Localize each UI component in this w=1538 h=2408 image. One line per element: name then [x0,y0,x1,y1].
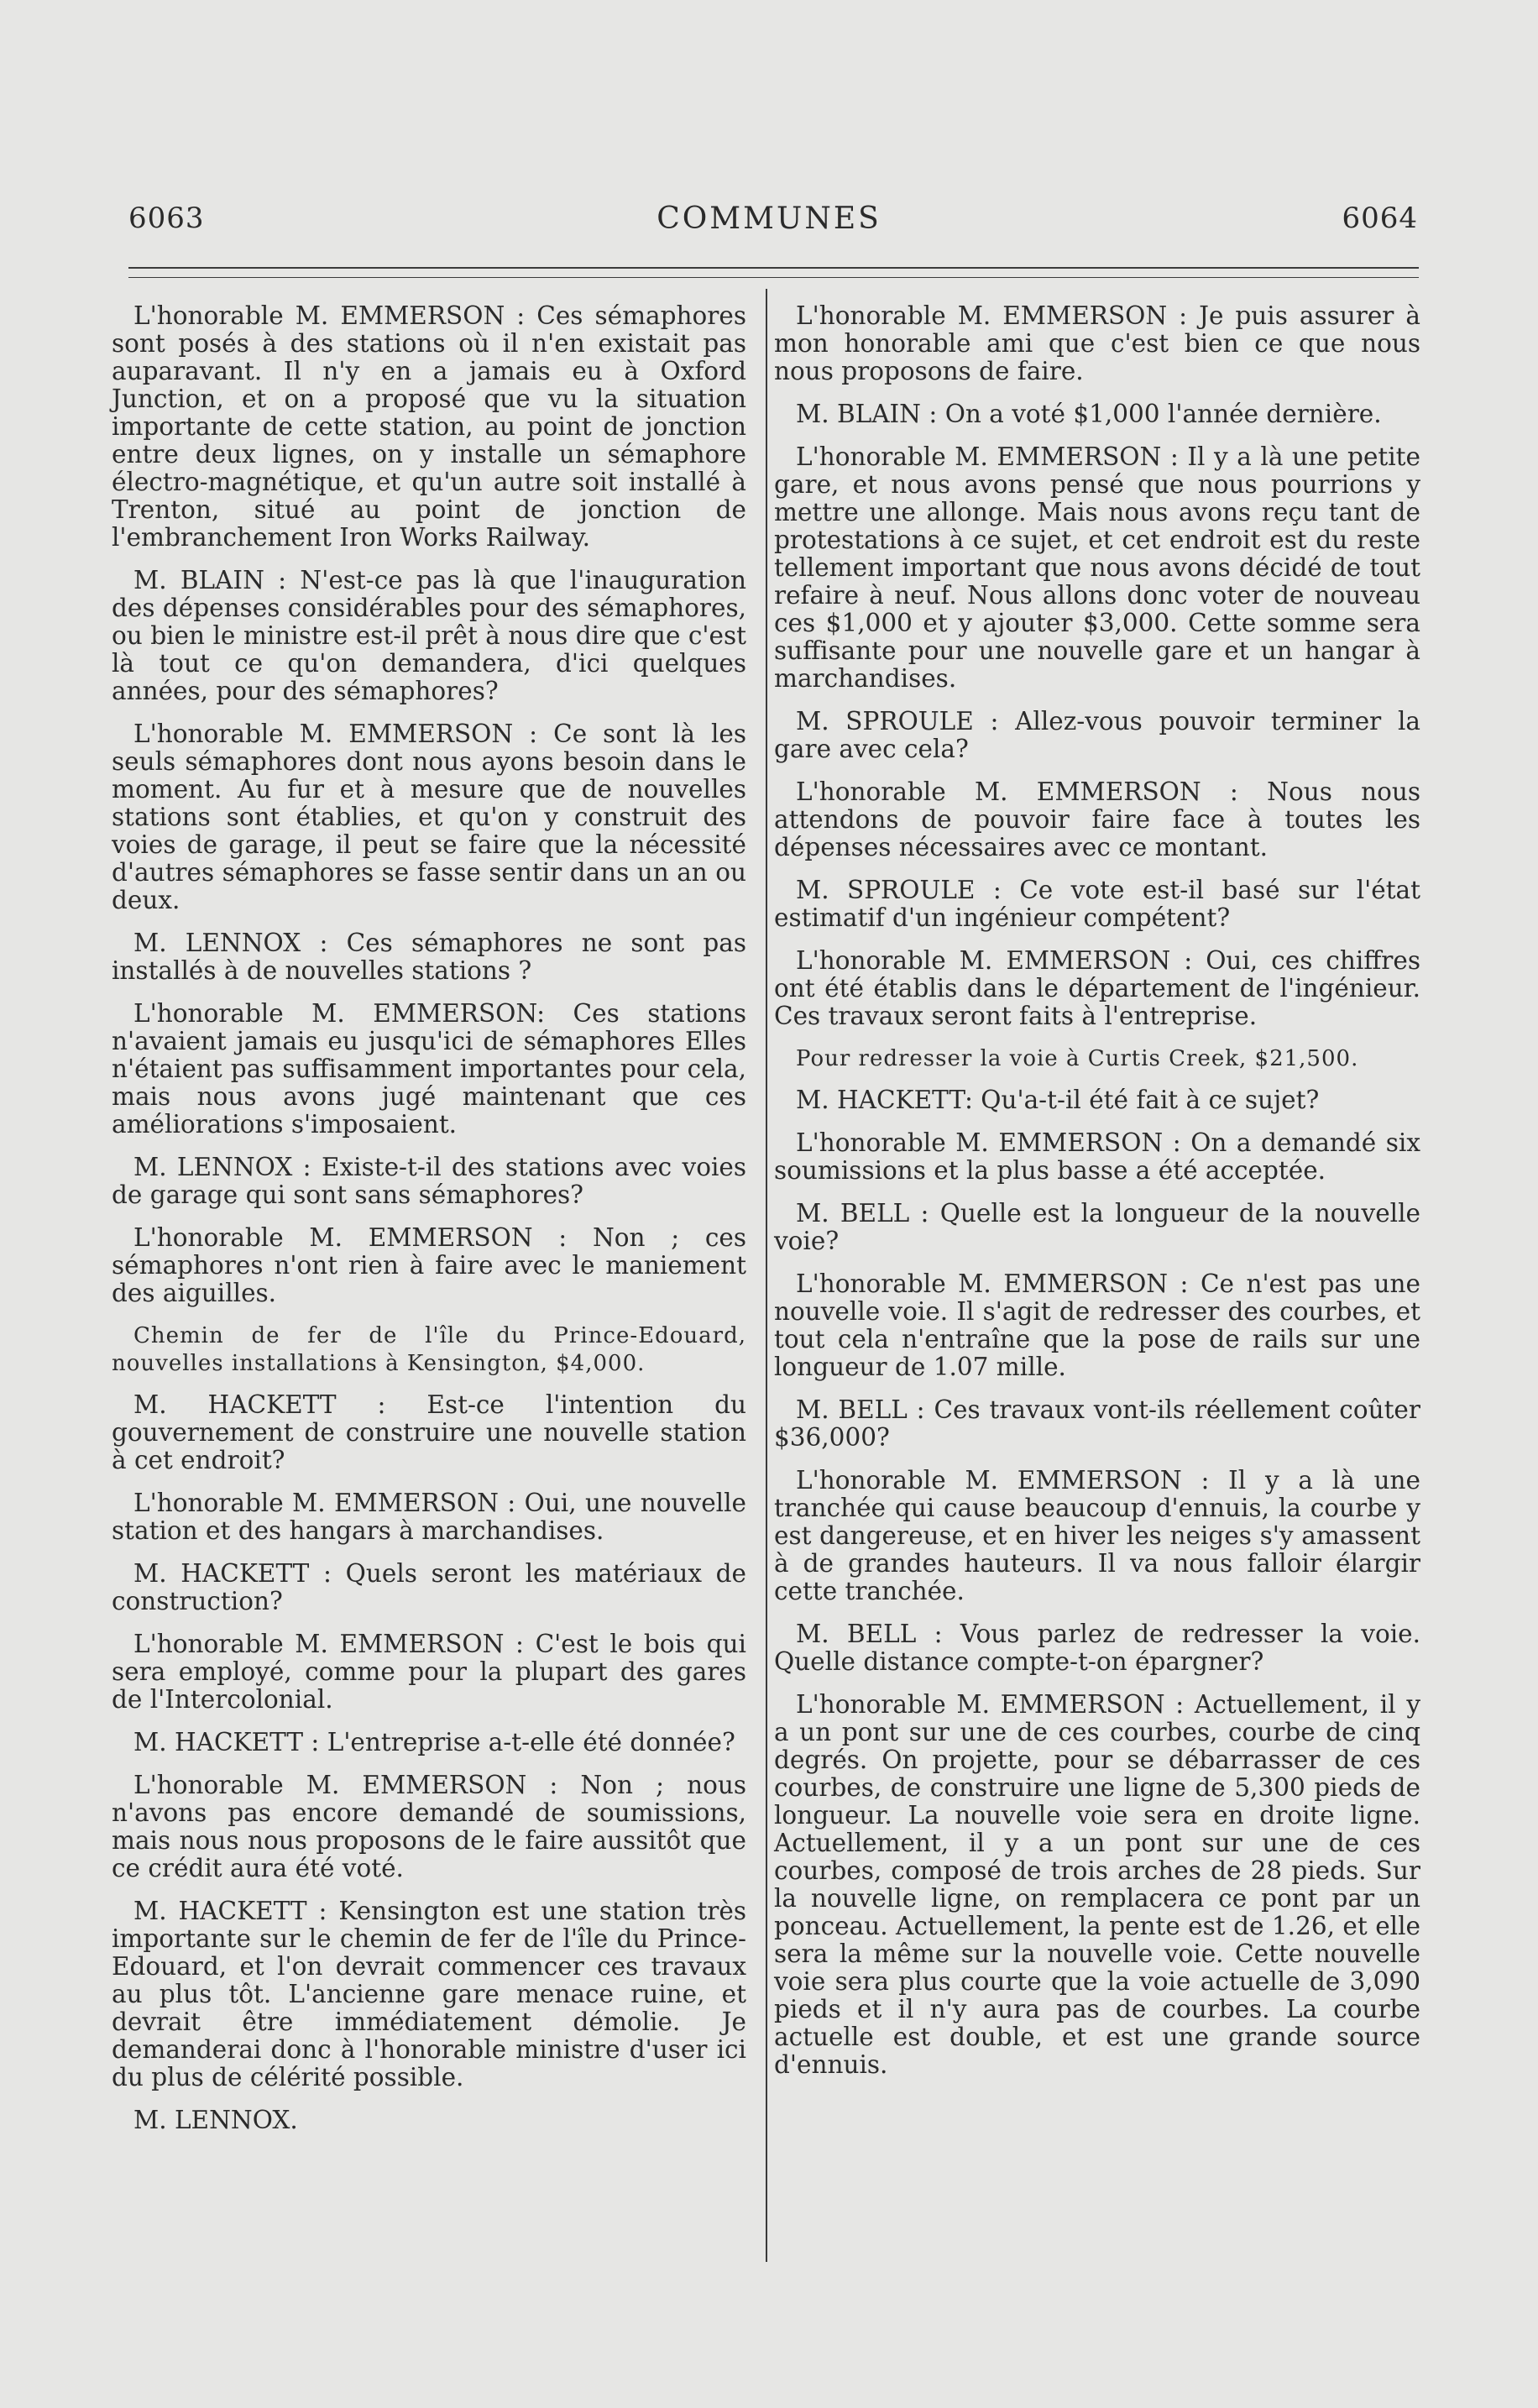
paragraph: M. BELL : Ces travaux vont-ils réellement coûter $36,000? [774,1395,1420,1452]
paragraph: M. SPROULE : Ce vote est-il basé sur l'état estimatif d'un ingénieur compétent? [774,876,1420,932]
budget-item: Chemin de fer de l'île du Prince-Edouard, nouvelles installations à Kensington, $4,000. [112,1323,746,1376]
paragraph: M. BELL : Quelle est la longueur de la nouvelle voie? [774,1199,1420,1255]
paragraph: L'honorable M. EMMERSON : Oui, ces chiffres ont été établis dans le département de l'ingénieur. Ces travaux seront faits à l'entreprise. [774,946,1420,1030]
paragraph: L'honorable M. EMMERSON : C'est le bois qui sera employé, comme pour la plupart des gares de l'Intercolonial. [112,1630,746,1714]
paragraph: M. BLAIN : N'est-ce pas là que l'inauguration des dépenses considérables pour des sémaphores, ou bien le ministre est-il prêt à nous dire que c'est là tout ce qu'on demandera, d'ici quelques années, pour des sémaphores? [112,566,746,705]
paragraph: L'honorable M. EMMERSON : Ce sont là les seuls sémaphores dont nous ayons besoin dans le moment. Au fur et à mesure que de nouvelles stations sont établies, et qu'on y construit des voies de garage, il peut se faire que la nécessité d'autres sémaphores se fasse sentir dans un an ou deux. [112,720,746,914]
paragraph: M. HACKETT : L'entreprise a-t-elle été donnée? [133,1728,735,1756]
right-column [774,302,1420,2094]
right-page-number: 6064 [1342,202,1418,235]
column-divider [766,289,767,2262]
paragraph: M. HACKETT: Qu'a-t-il été fait à ce sujet? [796,1086,1320,1114]
page-title: COMMUNES [657,202,881,236]
paragraph: M. LENNOX : Existe-t-il des stations avec voies de garage qui sont sans sémaphores? [112,1153,746,1209]
paragraph: L'honorable M. EMMERSON : Ces sémaphores sont posés à des stations où il n'en existait pas auparavant. Il n'y en a jamais eu à Oxford Junction, et on a proposé que vu la situation importante de cette station, au point de jonction entre deux lignes, on y installe un sémaphore électro-magnétique, et qu'un autre soit installé à Trenton, situé au point de jonction de l'embranchement Iron Works Railway. [112,301,746,552]
header-rule [128,267,1419,269]
paragraph: L'honorable M. EMMERSON : On a demandé six soumissions et la plus basse a été acceptée. [774,1128,1420,1185]
left-page-number: 6063 [128,202,205,235]
paragraph: M. SPROULE : Allez-vous pouvoir terminer la gare avec cela? [774,707,1420,763]
speaker-label: M. LENNOX. [133,2106,298,2134]
paragraph: L'honorable M. EMMERSON : Non ; nous n'avons pas encore demandé de soumissions, mais nous nous proposons de le faire aussitôt que ce crédit aura été voté. [112,1771,746,1882]
paragraph: L'honorable M. EMMERSON : Ce n'est pas une nouvelle voie. Il s'agit de redresser des courbes, et tout cela n'entraîne que la pose de rails sur une longueur de 1.07 mille. [774,1269,1420,1381]
budget-item: Pour redresser la voie à Curtis Creek, $21,500. [796,1046,1359,1071]
paragraph: L'honorable M. EMMERSON : Non ; ces sémaphores n'ont rien à faire avec le maniement des aiguilles. [112,1223,746,1307]
paragraph: M. HACKETT : Kensington est une station très importante sur le chemin de fer de l'île du Prince-Edouard, et l'on devrait commencer ces travaux au plus tôt. L'ancienne gare menace ruine, et devrait être immédiatement démolie. Je demanderai donc à l'honorable ministre d'user ici du plus de célérité possible. [112,1897,746,2091]
paragraph: M. LENNOX : Ces sémaphores ne sont pas installés à de nouvelles stations ? [112,929,746,985]
paragraph: L'honorable M. EMMERSON : Oui, une nouvelle station et des hangars à marchandises. [112,1489,746,1545]
paragraph: M. BLAIN : On a voté $1,000 l'année dernière. [796,400,1382,428]
paragraph: L'honorable M. EMMERSON : Il y a là une petite gare, et nous avons pensé que nous pourrions y mettre une allonge. Mais nous avons reçu tant de protestations à ce sujet, et cet endroit est du reste tellement important que nous avons décidé de tout refaire à neuf. Nous allons donc voter de nouveau ces $1,000 et y ajouter $3,000. Cette somme sera suffisante pour une nouvelle gare et un hangar à marchandises. [774,442,1420,693]
paragraph: L'honorable M. EMMERSON : Il y a là une tranchée qui cause beaucoup d'ennuis, la courbe y est dangereuse, et en hiver les neiges s'y amassent à de grandes hauteurs. Il va nous falloir élargir cette tranchée. [774,1466,1420,1605]
paragraph: L'honorable M. EMMERSON: Ces stations n'avaient jamais eu jusqu'ici de sémaphores Elles n'étaient pas suffisamment importantes pour cela, mais nous avons jugé maintenant que ces améliorations s'imposaient. [112,999,746,1139]
paragraph: M. HACKETT : Est-ce l'intention du gouvernement de construire une nouvelle station à cet endroit? [112,1390,746,1474]
paragraph: L'honorable M. EMMERSON : Je puis assurer à mon honorable ami que c'est bien ce que nous nous proposons de faire. [774,301,1420,385]
paragraph: L'honorable M. EMMERSON : Actuellement, il y a un pont sur une de ces courbes, courbe de cinq degrés. On projette, pour se débarrasser de ces courbes, de construire une ligne de 5,300 pieds de longueur. La nouvelle voie sera en droite ligne. Actuellement, il y a un pont sur une de ces courbes, composé de trois arches de 28 pieds. Sur la nouvelle ligne, on remplacera ce pont par un ponceau. Actuellement, la pente est de 1.26, et elle sera la même sur la nouvelle voie. Cette nouvelle voie sera plus courte que la voie actuelle de 3,090 pieds et il n'y aura pas de courbes. La courbe actuelle est double, et est une grande source d'ennuis. [774,1690,1420,2079]
paragraph: M. BELL : Vous parlez de redresser la voie. Quelle distance compte-t-on épargner? [774,1620,1420,1676]
left-column [112,302,746,2149]
paragraph: L'honorable M. EMMERSON : Nous nous attendons de pouvoir faire face à toutes les dépenses nécessaires avec ce montant. [774,777,1420,861]
header-rule-thin [128,277,1419,278]
paragraph: M. HACKETT : Quels seront les matériaux de construction? [112,1559,746,1615]
